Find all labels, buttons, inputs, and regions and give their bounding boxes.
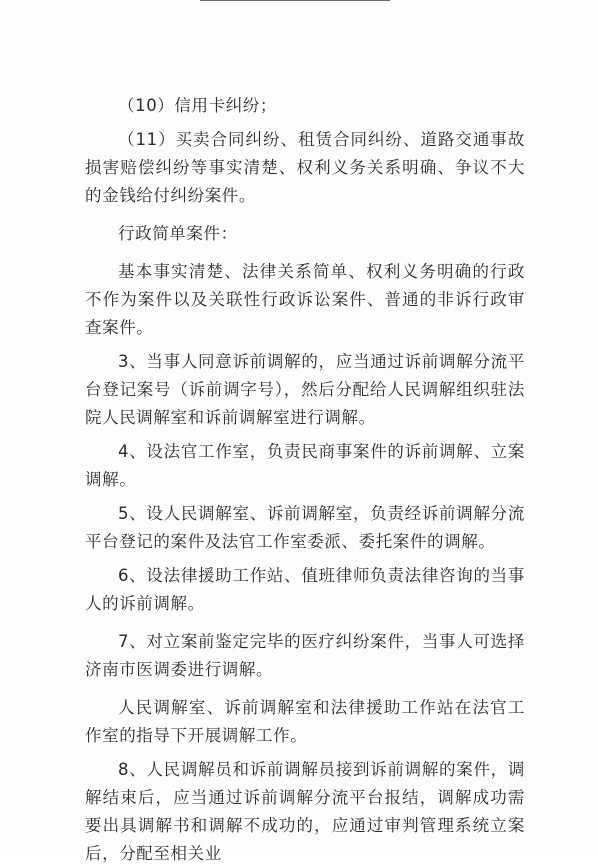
paragraph-item-5: 5、设人民调解室、诉前调解室，负责经诉前调解分流平台登记的案件及法官工作室委派、委托案件的调解。 (85, 504, 525, 551)
paragraph-admin-heading: 行政简单案件： (118, 224, 238, 243)
paragraph-item-4: 4、设法官工作室，负责民商事案件的诉前调解、立案调解。 (85, 442, 525, 489)
document-body (85, 92, 525, 868)
paragraph-contract-disputes: （11）买卖合同纠纷、租赁合同纠纷、道路交通事故损害赔偿纠纷等事实清楚、权利义务关系明确、争议不大的金钱给付纠纷案件。 (85, 130, 525, 205)
paragraph-item-8: 8、人民调解员和诉前调解员接到诉前调解的案件，调解结束后，应当通过诉前调解分流平台报结，调解成功需要出具调解书和调解不成功的，应通过审判管理系统立案后，分配至相关业 (85, 760, 525, 863)
paragraph-admin-cases: 基本事实清楚、法律关系简单、权利义务明确的行政不作为案件以及关联性行政诉讼案件、普通的非诉行政审查案件。 (85, 262, 525, 337)
paragraph-item-3: 3、当事人同意诉前调解的，应当通过诉前调解分流平台登记案号（诉前调字号），然后分配给人民调解组织驻法院人民调解室和诉前调解室进行调解。 (85, 352, 525, 427)
paragraph-item-7: 7、对立案前鉴定完毕的医疗纠纷案件，当事人可选择济南市医调委进行调解。 (85, 632, 525, 679)
paragraph-item-6: 6、设法律援助工作站、值班律师负责法律咨询的当事人的诉前调解。 (85, 566, 525, 613)
top-edge-line (200, 0, 390, 1)
paragraph-credit-card-disputes: （10）信用卡纠纷； (118, 96, 277, 115)
paragraph-mediation-guidance: 人民调解室、诉前调解室和法律援助工作站在法官工作室的指导下开展调解工作。 (85, 698, 525, 745)
